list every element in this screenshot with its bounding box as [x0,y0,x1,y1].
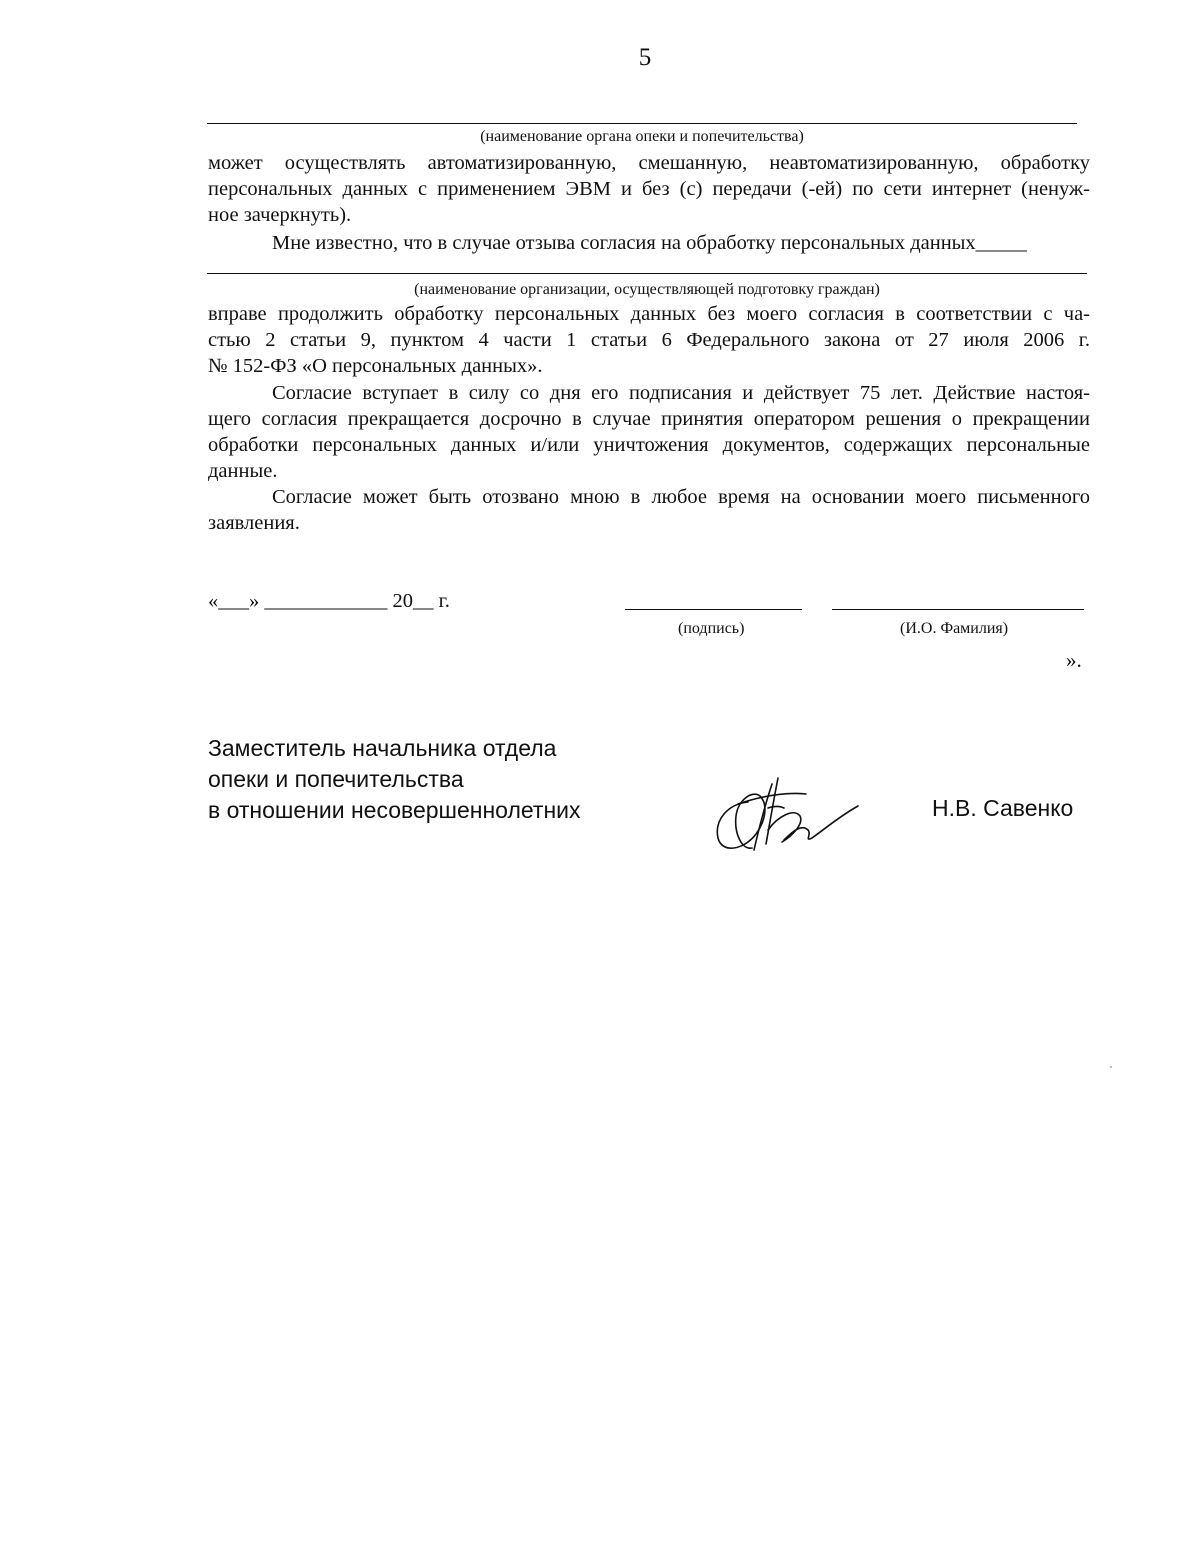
training-organization-caption: (наименование организации, осуществляющей подготовку граждан) [414,281,880,298]
date-field: «___» ____________ 20__ г. [208,590,450,612]
text-line: может осуществлять автоматизированную, смешанную, неавтоматизированную, обработку [208,152,1090,174]
withdrawal-intro-line [208,230,1090,256]
text-line: № 152-ФЗ «О персональных данных». [208,355,543,377]
handwritten-signature [708,772,868,867]
continue-processing-paragraph [208,301,1090,379]
text-line: ное зачеркнуть). [208,204,352,226]
name-caption: (И.О. Фамилия) [900,620,1009,637]
guardianship-body-caption: (наименование органа опеки и попечительства) [480,128,804,145]
guardianship-body-blank-line [207,123,1077,124]
position-line: в отношении несовершеннолетних [208,797,581,823]
processing-methods-paragraph [208,150,1090,228]
scan-speck [1110,1066,1112,1068]
text-line: персональных данных с применением ЭВМ и без (с) передачи (-ей) по сети интернет (ненуж- [208,178,1090,200]
text-line: вправе продолжить обработку персональных данных без моего согласия в соответствии с ча- [208,303,1090,325]
signature-caption: (подпись) [678,620,745,637]
position-line: Заместитель начальника отдела [208,735,557,761]
validity-paragraph [208,380,1090,484]
training-organization-blank-line [207,273,1087,274]
revocation-paragraph [208,484,1090,536]
text-line: заявления. [208,512,300,534]
page-number: 5 [638,44,652,71]
text-line: обработки персональных данных и/или уничтожения документов, содержащих персональные [208,434,1090,456]
text-line: Мне известно, что в случае отзыва согласия на обработку персональных данных_____ [272,232,1027,254]
official-position [208,733,581,826]
text-line: стью 2 статьи 9, пунктом 4 части 1 статьи 6 Федерального закона от 27 июля 2006 г. [208,329,1090,351]
position-line: опеки и попечительства [208,766,464,792]
official-name: Н.В. Савенко [932,795,1074,821]
text-line: данные. [208,460,278,482]
text-line: Согласие вступает в силу со дня его подписания и действует 75 лет. Действие настоя- [272,382,1090,404]
text-line: щего согласия прекращается досрочно в случае принятия оператором решения о прекращении [208,408,1090,430]
signature-blank-line [625,609,802,610]
closing-quote: ». [1066,648,1082,672]
name-blank-line [832,609,1084,610]
text-line: Согласие может быть отозвано мною в любое время на основании моего письменного [272,486,1090,508]
